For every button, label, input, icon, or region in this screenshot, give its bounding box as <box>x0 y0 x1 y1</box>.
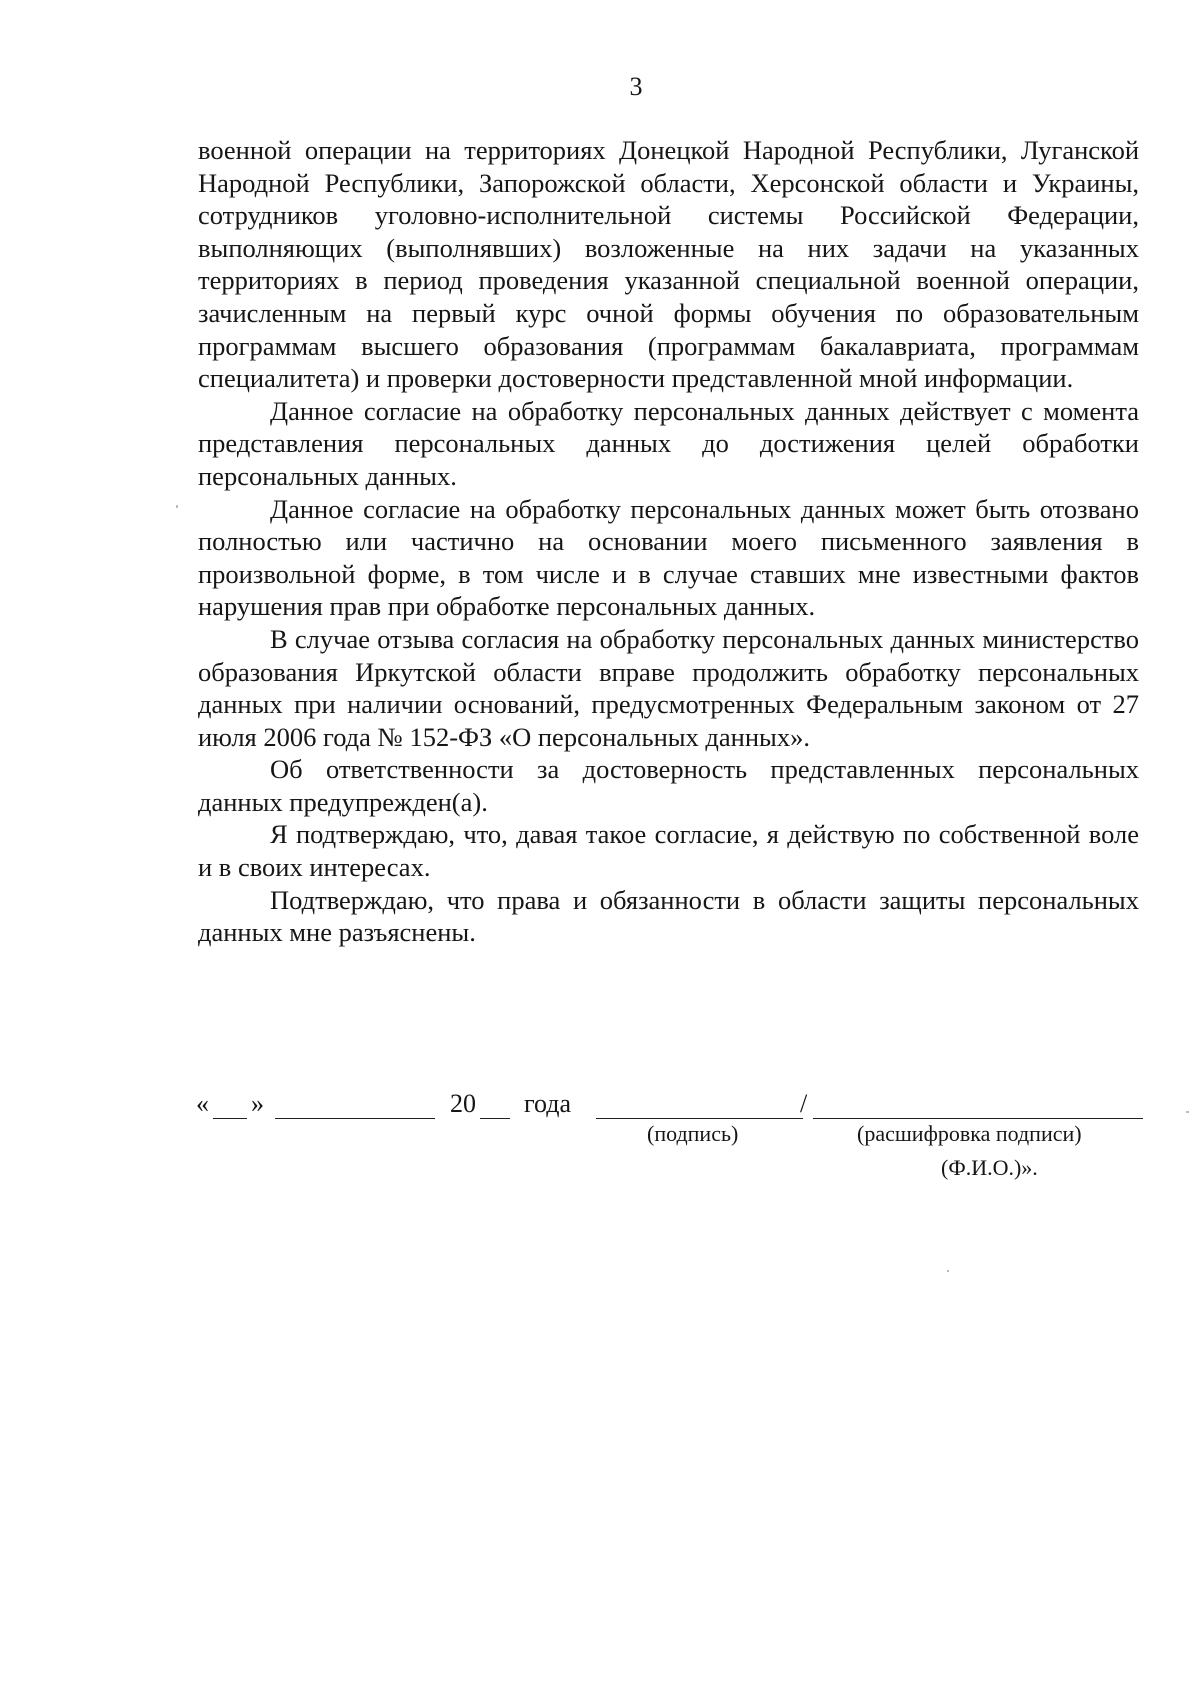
paragraph-continued-processing: В случае отзыва согласия на обработку персональных данных министерство образования Иркутской области вправе продолжить обработку персональных данных при наличии оснований, предусмотренных Федеральным законом от 27 июля 2006 года № 152-ФЗ «О персональных данных». <box>198 623 1139 752</box>
paragraph-free-will: Я подтверждаю, что, давая такое согласие, я действую по собственной воле и в своих интересах. <box>198 819 1139 883</box>
year-blank <box>480 1118 510 1119</box>
paragraph-continuation: военной операции на территориях Донецкой Народной Республики, Луганской Народной Республики, Запорожской области, Херсонской области и Украины, сотрудников уголовно-исполнительной системы Российской Федерации, выполняющих (выполнявших) возложенные на них задачи на указанных территориях в период проведения указанной специальной военной операции, зачисленным на первый курс очной формы обучения по образовательным программам высшего образования (программам бакалавриата, программам специалитета) и проверки достоверности представленной мной информации. <box>198 135 1139 394</box>
paragraph-rights-explained: Подтверждаю, что права и обязанности в области защиты персональных данных мне разъяснены. <box>198 884 1139 948</box>
name-blank <box>813 1118 1143 1119</box>
paragraph-validity: Данное согласие на обработку персональных данных действует с момента представления персональных данных до достижения целей обработки персональных данных. <box>198 395 1139 491</box>
year-prefix: 20 <box>450 1089 476 1118</box>
year-word: года <box>524 1089 572 1118</box>
signature-caption: (подпись) <box>647 1121 739 1146</box>
paragraph-revocation: Данное согласие на обработку персональных данных может быть отозвано полностью или частично на основании моего письменного заявления в произвольной форме, в том числе и в случае ставших мне известными фактов нарушения прав при обработке персональных данных. <box>198 493 1139 622</box>
signature-blank <box>596 1118 803 1119</box>
page-number: 3 <box>629 72 643 101</box>
scan-speck <box>176 505 178 508</box>
signature-line <box>196 1088 1146 1122</box>
decoding-caption: (расшифровка подписи) <box>857 1121 1082 1146</box>
scan-speck <box>947 1270 949 1272</box>
paragraph-responsibility: Об ответственности за достоверность представленных персональных данных предупрежден(а). <box>198 754 1139 817</box>
document-body <box>198 134 1139 949</box>
quote-open: « <box>196 1089 209 1118</box>
day-blank <box>213 1118 247 1119</box>
scan-speck <box>1186 1111 1189 1113</box>
month-blank <box>275 1118 435 1119</box>
slash: / <box>800 1089 808 1118</box>
quote-close: » <box>251 1089 264 1118</box>
fio-caption: (Ф.И.О.)». <box>941 1155 1038 1180</box>
